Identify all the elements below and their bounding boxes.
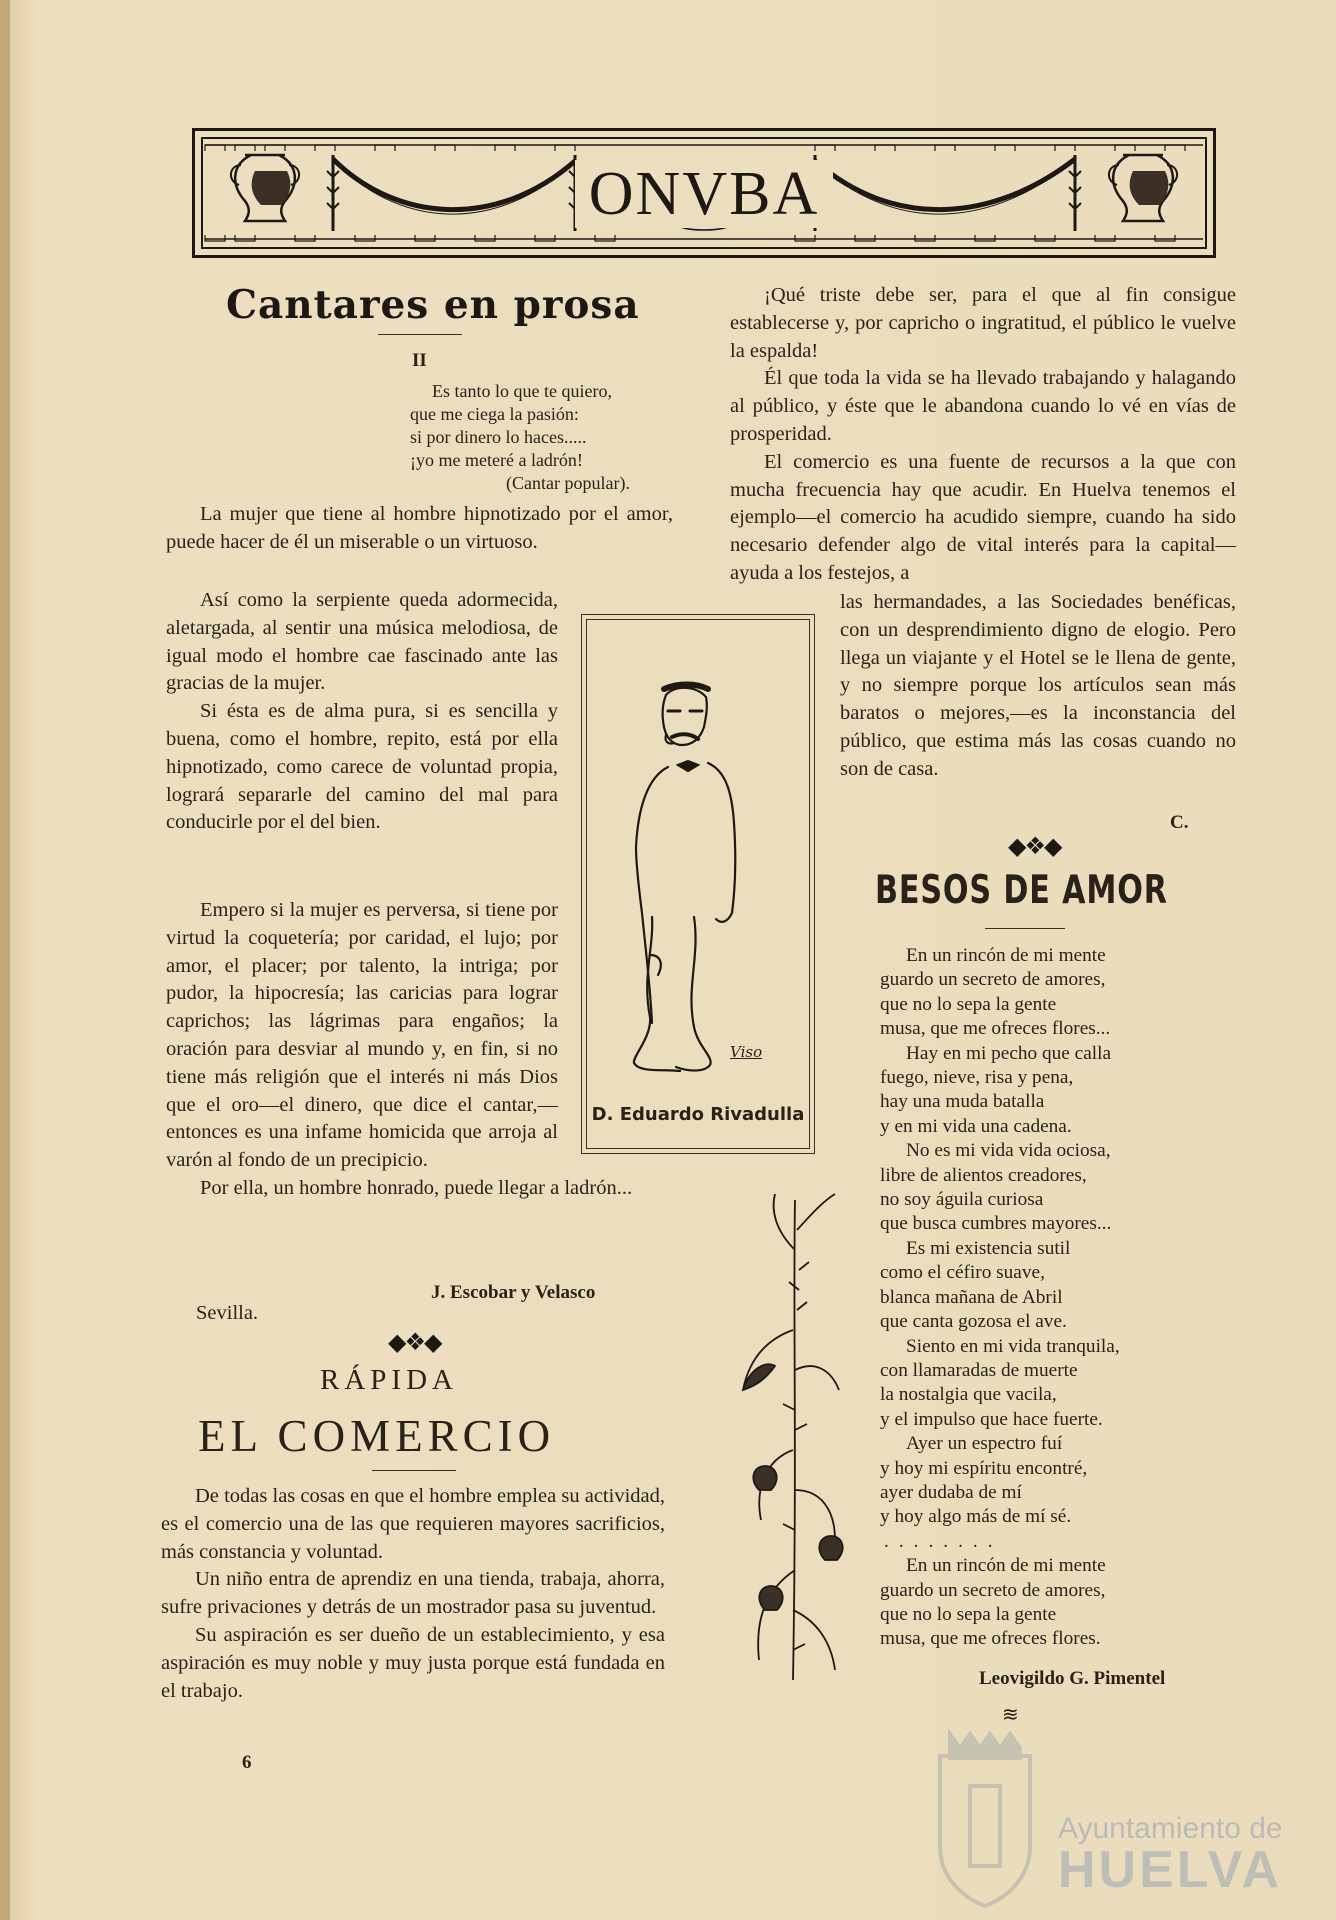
cantares-paragraph: La mujer que tiene al hombre hipnotizado por el amor, puede hacer de él un miserable o un virtuoso. — [166, 503, 673, 553]
comercio-signature: C. — [1170, 812, 1189, 833]
poem-line: con llamaradas de muerte — [880, 1359, 1078, 1381]
epigraph-line: que me ciega la pasión: — [410, 404, 579, 424]
comercio-paragraph: Él que toda la vida se ha llevado trabajando y halagando al público, y éste que le abandona cuando lo vé en vías de prosperidad. — [730, 367, 1236, 445]
cantares-signature: J. Escobar y Velasco — [431, 1282, 596, 1303]
poem-line: hay una muda batalla — [880, 1091, 1045, 1113]
poem-line: Siento en mi vida tranquila, — [906, 1335, 1120, 1357]
poem-line: guardo un secreto de amores, — [880, 1579, 1106, 1601]
poem-line: como el céfiro suave, — [880, 1262, 1045, 1284]
poem-line: que busca cumbres mayores... — [880, 1213, 1112, 1235]
poem-line: Hay en mi pecho que calla — [906, 1042, 1112, 1064]
city-shield-watermark — [920, 1716, 1050, 1916]
comercio-paragraph: Su aspiración es ser dueño de un establecimiento, y esa aspiración es muy noble y muy justa porque está fundada en el trabajo. — [161, 1623, 665, 1702]
page-spine — [0, 0, 10, 1920]
poem-ellipsis: ........ — [884, 1530, 1003, 1552]
portrait-frame — [581, 614, 815, 1154]
comercio-paragraph: De todas las cosas en que el hombre emplea su actividad, es el comercio una de las que requieren mayores sacrificios, más constancia y voluntad. — [161, 1485, 665, 1563]
poem-line: no soy águila curiosa — [880, 1189, 1044, 1211]
poem-stanza — [880, 1237, 1120, 1335]
masthead-title — [195, 159, 1213, 230]
poem-line: fuego, nieve, risa y pena, — [880, 1067, 1074, 1089]
poem-line: que canta gozosa el ave. — [880, 1311, 1067, 1333]
cantares-place: Sevilla. — [196, 1302, 259, 1324]
cantares-section-number: II — [412, 350, 427, 371]
cantares-paragraph: Por ella, un hombre honrado, puede llegar a ladrón... — [200, 1176, 633, 1199]
poem-line: la nostalgia que vacila, — [880, 1384, 1057, 1406]
besos-heading: BESOS DE AMOR — [875, 868, 1168, 913]
poem-line: No es mi vida vida ociosa, — [906, 1140, 1111, 1162]
epigraph-line: Es tanto lo que te quiero, — [432, 381, 612, 401]
cantares-epigraph — [410, 380, 630, 495]
comercio-body-right-top — [730, 282, 1236, 588]
cantares-heading-rule — [378, 334, 462, 335]
cantares-paragraph: Empero si la mujer es perversa, si tiene por virtud la coquetería; por caridad, el lujo; por amor, el placer; por talento, la intriga; por pudor, la hipocresía; las caricias para lograr caprichos; las lágrimas para engaños; la oración para desviar al mundo y, en fin, si no tiene más religión que el interés ni más Dios que el oro—el dinero, que dice el cantar,—entonces es una infame homicida que arroja al varón al fondo de un precipicio. — [166, 899, 558, 1172]
comercio-body-left — [161, 1483, 665, 1705]
poem-final-stanza — [880, 1554, 1120, 1652]
besos-heading-rule — [985, 928, 1065, 929]
poem-line: En un rincón de mi mente — [906, 1555, 1106, 1577]
poem-line: ayer dudaba de mí — [880, 1481, 1022, 1503]
flower-illustration — [735, 1190, 845, 1690]
caricature-artist: Viso — [730, 1043, 763, 1061]
cantares-paragraph: Así como la serpiente queda adormecida, aletargada, al sentir una música melodiosa, de igual modo el hombre cae fascinado ante las gracias de la mujer. — [166, 589, 558, 695]
poem-line: Es mi existencia sutil — [906, 1237, 1071, 1259]
cantares-place-wrap — [196, 1300, 396, 1328]
comercio-paragraph: El comercio es una fuente de recursos a la que con mucha frecuencia hay que acudir. En Huelva tenemos el ejemplo—el comercio ha acudido siempre, cuando ha sido necesario defender algo de vital interés para la capital—ayuda a los festejos, a — [730, 450, 1236, 584]
poem-stanza — [880, 944, 1120, 1042]
poem-stanza — [880, 1335, 1120, 1433]
cantares-body-middle — [166, 587, 558, 837]
poem-line: guardo un secreto de amores, — [880, 969, 1106, 991]
comercio-body-right-bottom — [840, 589, 1236, 784]
epigraph-line: ¡yo me meteré a ladrón! — [410, 450, 583, 470]
cantares-body-top — [166, 501, 673, 557]
poem-line: y en mi vida una cadena. — [880, 1115, 1072, 1137]
poem-line: musa, que me ofreces flores. — [880, 1628, 1101, 1650]
poem-line: blanca mañana de Abril — [880, 1286, 1063, 1308]
poem-stanza — [880, 1432, 1120, 1530]
watermark-line1: Ayuntamiento de — [1058, 1812, 1283, 1845]
poem-stanza — [880, 1042, 1120, 1140]
poem-line: y hoy mi espíritu encontré, — [880, 1457, 1088, 1479]
section-ornament: ◆❖◆ — [388, 1330, 441, 1356]
comercio-paragraph: ¡Qué triste debe ser, para el que al fin consigue establecerse y, por capricho o ingratitud, el público le vuelve la espalda! — [730, 284, 1236, 362]
end-ornament: ≋ — [1002, 1704, 1017, 1726]
poem-line: libre de alientos creadores, — [880, 1164, 1087, 1186]
comercio-heading: EL COMERCIO — [198, 1411, 556, 1461]
masthead-title-text: ONVBA — [575, 160, 833, 228]
besos-poem — [880, 944, 1120, 1652]
portrait-caption: D. Eduardo Rivadulla — [591, 1104, 805, 1125]
poem-line: musa, que me ofreces flores... — [880, 1018, 1111, 1040]
comercio-heading-rule — [372, 1470, 456, 1471]
section-ornament: ◆❖◆ — [1008, 834, 1061, 860]
cantares-paragraph: Si ésta es de alma pura, si es sencilla y buena, como el hombre, repito, está por ella hipnotizado, como carece de voluntad propia, logrará separarle del camino del mal para conducirle por el del bien. — [166, 700, 558, 834]
caricature-drawing — [582, 655, 814, 1095]
watermark-line2: HUELVA — [1058, 1841, 1283, 1899]
cantares-heading: Cantares en prosa — [226, 282, 640, 328]
epigraph-line: si por dinero lo haces..... — [410, 427, 587, 447]
poem-line: que no lo sepa la gente — [880, 993, 1057, 1015]
poem-line: Ayer un espectro fuí — [906, 1433, 1063, 1455]
comercio-paragraph: Un niño entra de aprendiz en una tienda, trabaja, ahorra, sufre privaciones y detrás de un mostrador pasa su juventud. — [161, 1568, 665, 1619]
poem-line: que no lo sepa la gente — [880, 1603, 1057, 1625]
poem-line: En un rincón de mi mente — [906, 945, 1106, 966]
poem-line: y el impulso que hace fuerte. — [880, 1408, 1103, 1430]
page-number: 6 — [242, 1752, 252, 1773]
masthead-banner — [192, 128, 1216, 258]
comercio-paragraph: las hermandades, a las Sociedades benéficas, con un desprendimiento digno de elogio. Pero llega un viajante y el Hotel se le llena de gente, y no siempre porque los artículos sean más baratos o mejores,—es la inconstancia del público, que estima más las cosas cuando no son de casa. — [840, 591, 1236, 780]
besos-signature: Leovigildo G. Pimentel — [979, 1668, 1166, 1689]
epigraph-source: (Cantar popular). — [506, 473, 630, 493]
poem-stanza — [880, 1139, 1120, 1237]
comercio-kicker: RÁPIDA — [320, 1364, 458, 1396]
poem-line: y hoy algo más de mí sé. — [880, 1506, 1072, 1528]
